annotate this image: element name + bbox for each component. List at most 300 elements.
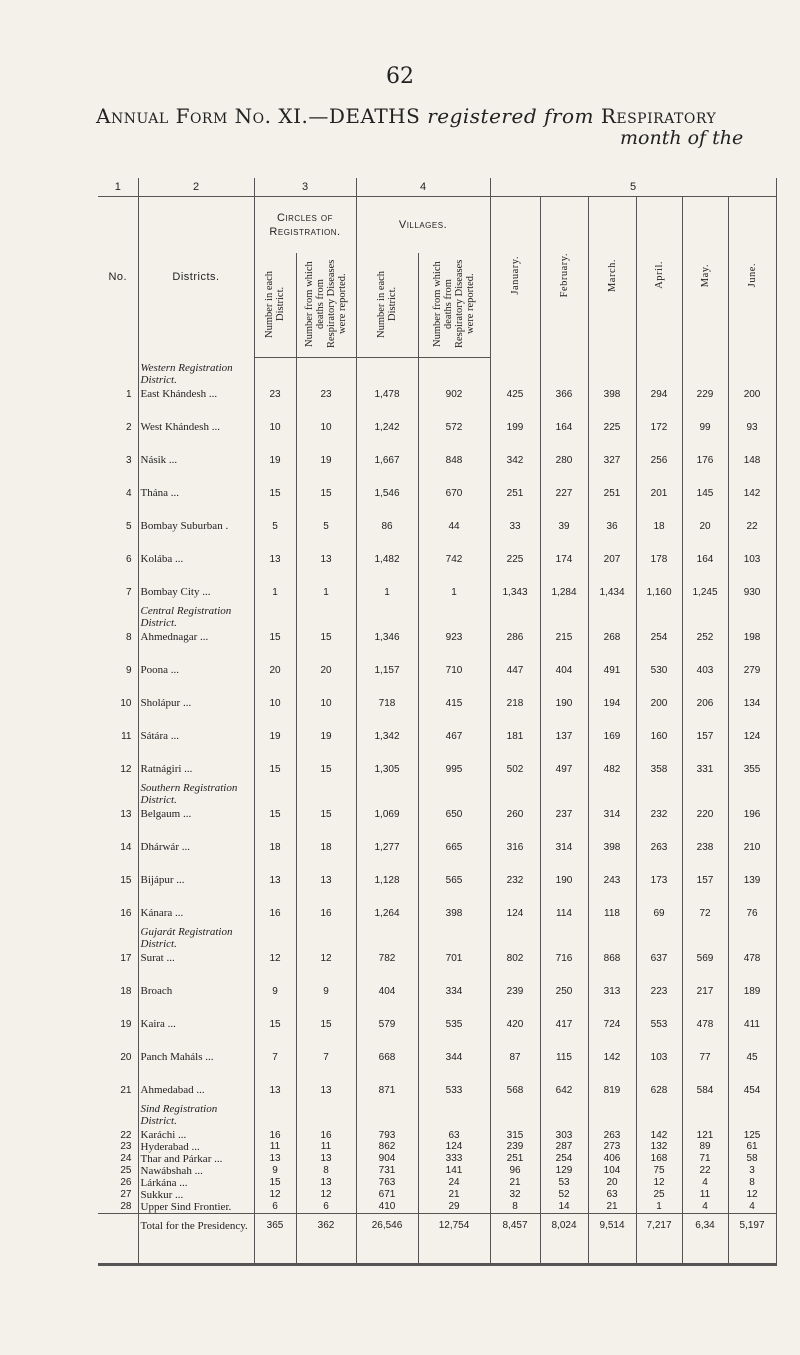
- row-number: 21: [98, 1066, 138, 1099]
- cell-may: 71: [682, 1153, 728, 1165]
- district-name: [138, 745, 254, 778]
- cell-v-num: 1,128: [356, 856, 418, 889]
- table-row: [98, 823, 776, 856]
- cell-v-rep: 923: [418, 601, 490, 646]
- cell-c-rep: 6: [296, 1201, 356, 1214]
- cell-v-rep: 21: [418, 1189, 490, 1201]
- cell-may: 20: [682, 502, 728, 535]
- table-row: [98, 469, 776, 502]
- cell-c-num: 19: [254, 712, 296, 745]
- cell-c-rep: 7: [296, 1033, 356, 1066]
- cell-v-rep: 650: [418, 778, 490, 823]
- cell-v-rep: 565: [418, 856, 490, 889]
- cell-feb: 174: [540, 535, 588, 568]
- cell-mar: 207: [588, 535, 636, 568]
- cell-v-rep: 995: [418, 745, 490, 778]
- district-name: [138, 679, 254, 712]
- cell-feb: 39: [540, 502, 588, 535]
- district-name: [138, 856, 254, 889]
- row-number: 8: [98, 601, 138, 646]
- cell-c-num: 20: [254, 646, 296, 679]
- total-feb: 8,024: [540, 1214, 588, 1265]
- district-label: Ratnágiri ...: [140, 763, 193, 775]
- district-label: Bijápur ...: [140, 874, 185, 886]
- cell-apr: 263: [636, 823, 682, 856]
- table-row: [98, 922, 776, 967]
- cell-c-rep: 15: [296, 1000, 356, 1033]
- title-registered: registered from: [427, 104, 594, 128]
- cell-v-num: 410: [356, 1201, 418, 1214]
- column-number-row: [98, 178, 776, 197]
- cell-jun: 22: [728, 502, 776, 535]
- total-c-rep: 362: [296, 1214, 356, 1265]
- row-number: 26: [98, 1177, 138, 1189]
- district-label: West Khándesh ...: [140, 421, 220, 433]
- cell-v-num: 904: [356, 1153, 418, 1165]
- cell-mar: 314: [588, 778, 636, 823]
- cell-mar: 169: [588, 712, 636, 745]
- cell-v-rep: 24: [418, 1177, 490, 1189]
- district-label: Kolába ...: [140, 553, 184, 565]
- cell-may: 206: [682, 679, 728, 712]
- row-number: 19: [98, 1000, 138, 1033]
- cell-feb: 642: [540, 1066, 588, 1099]
- cell-feb: 303: [540, 1099, 588, 1141]
- cell-c-rep: 15: [296, 778, 356, 823]
- deaths-table: [98, 178, 777, 1266]
- cell-may: 77: [682, 1033, 728, 1066]
- col-number-2: 2: [138, 178, 254, 197]
- cell-feb: 129: [540, 1165, 588, 1177]
- cell-v-num: 1,069: [356, 778, 418, 823]
- district-name: [138, 1189, 254, 1201]
- section-label: Gujarát Registration District.: [140, 926, 233, 950]
- cell-v-num: 1,264: [356, 889, 418, 922]
- cell-v-rep: 63: [418, 1099, 490, 1141]
- district-label: Panch Maháls ...: [140, 1051, 214, 1063]
- table-row: [98, 403, 776, 436]
- cell-mar: 724: [588, 1000, 636, 1033]
- cell-may: 584: [682, 1066, 728, 1099]
- district-label: Lárkána ...: [140, 1177, 188, 1189]
- cell-jun: 134: [728, 679, 776, 712]
- cell-c-num: 9: [254, 1165, 296, 1177]
- cell-may: 1,245: [682, 568, 728, 601]
- total-mar: 9,514: [588, 1214, 636, 1265]
- district-label: Broach: [140, 985, 173, 997]
- cell-v-num: 668: [356, 1033, 418, 1066]
- cell-jun: 200: [728, 358, 776, 404]
- cell-apr: 637: [636, 922, 682, 967]
- cell-feb: 215: [540, 601, 588, 646]
- header-may-label: May.: [699, 263, 711, 287]
- section-label: Western Registration District.: [140, 362, 233, 386]
- row-number: 4: [98, 469, 138, 502]
- row-number: 3: [98, 436, 138, 469]
- district-name: [138, 1033, 254, 1066]
- cell-v-rep: 415: [418, 679, 490, 712]
- row-number: 24: [98, 1153, 138, 1165]
- district-name: [138, 535, 254, 568]
- cell-jun: 93: [728, 403, 776, 436]
- cell-apr: 142: [636, 1099, 682, 1141]
- cell-jan: 32: [490, 1189, 540, 1201]
- cell-jan: 124: [490, 889, 540, 922]
- cell-jun: 210: [728, 823, 776, 856]
- cell-may: 157: [682, 712, 728, 745]
- cell-apr: 69: [636, 889, 682, 922]
- cell-apr: 172: [636, 403, 682, 436]
- cell-feb: 115: [540, 1033, 588, 1066]
- cell-may: 331: [682, 745, 728, 778]
- cell-apr: 628: [636, 1066, 682, 1099]
- section-label: Central Registration District.: [140, 605, 232, 629]
- row-number: 20: [98, 1033, 138, 1066]
- cell-v-num: 1,482: [356, 535, 418, 568]
- cell-mar: 142: [588, 1033, 636, 1066]
- table-row: [98, 712, 776, 745]
- cell-c-num: 15: [254, 469, 296, 502]
- district-label: Dhárwár ...: [140, 841, 190, 853]
- cell-v-num: 1,667: [356, 436, 418, 469]
- cell-apr: 201: [636, 469, 682, 502]
- cell-may: 164: [682, 535, 728, 568]
- table-row: [98, 1000, 776, 1033]
- cell-apr: 132: [636, 1141, 682, 1153]
- header-april: [636, 197, 682, 358]
- district-label: Sukkur ...: [140, 1189, 184, 1201]
- cell-mar: 327: [588, 436, 636, 469]
- cell-c-rep: 19: [296, 436, 356, 469]
- header-districts: Districts.: [138, 197, 254, 358]
- cell-jan: 342: [490, 436, 540, 469]
- row-number: 10: [98, 679, 138, 712]
- header-villages-reported-label: Number from which deaths from Respiratory Diseases were reported.: [432, 259, 476, 348]
- cell-mar: 819: [588, 1066, 636, 1099]
- header-villages: Villages.: [356, 197, 490, 254]
- table-row: [98, 679, 776, 712]
- col-number-3: 3: [254, 178, 356, 197]
- cell-jan: 87: [490, 1033, 540, 1066]
- cell-c-rep: 20: [296, 646, 356, 679]
- table-row: [98, 502, 776, 535]
- cell-mar: 263: [588, 1099, 636, 1141]
- district-name: [138, 889, 254, 922]
- header-villages-reported: [418, 253, 490, 358]
- cell-v-rep: 533: [418, 1066, 490, 1099]
- cell-apr: 256: [636, 436, 682, 469]
- cell-jun: 142: [728, 469, 776, 502]
- cell-mar: 243: [588, 856, 636, 889]
- cell-v-rep: 701: [418, 922, 490, 967]
- cell-may: 72: [682, 889, 728, 922]
- table-row: [98, 745, 776, 778]
- cell-c-num: 7: [254, 1033, 296, 1066]
- row-number: 18: [98, 967, 138, 1000]
- cell-apr: 223: [636, 967, 682, 1000]
- deaths-table-container: [98, 178, 776, 1266]
- cell-jan: 425: [490, 358, 540, 404]
- district-name: [138, 469, 254, 502]
- cell-jan: 239: [490, 1141, 540, 1153]
- cell-v-rep: 398: [418, 889, 490, 922]
- cell-v-num: 763: [356, 1177, 418, 1189]
- cell-jun: 139: [728, 856, 776, 889]
- table-row: [98, 1177, 776, 1189]
- total-v-rep: 12,754: [418, 1214, 490, 1265]
- cell-apr: 12: [636, 1177, 682, 1189]
- cell-apr: 25: [636, 1189, 682, 1201]
- cell-apr: 160: [636, 712, 682, 745]
- cell-v-num: 1,342: [356, 712, 418, 745]
- cell-jun: 930: [728, 568, 776, 601]
- cell-may: 403: [682, 646, 728, 679]
- district-label: Sátára ...: [140, 730, 179, 742]
- header-june: [728, 197, 776, 358]
- cell-c-rep: 13: [296, 1066, 356, 1099]
- cell-jun: 124: [728, 712, 776, 745]
- district-label: Belgaum ...: [140, 808, 192, 820]
- header-march-label: March.: [606, 258, 618, 292]
- row-number: 17: [98, 922, 138, 967]
- cell-jun: 478: [728, 922, 776, 967]
- cell-c-num: 12: [254, 1189, 296, 1201]
- cell-v-num: 1,546: [356, 469, 418, 502]
- cell-may: 89: [682, 1141, 728, 1153]
- cell-may: 229: [682, 358, 728, 404]
- cell-jan: 181: [490, 712, 540, 745]
- page-subtitle: month of the: [620, 127, 744, 149]
- cell-c-rep: 19: [296, 712, 356, 745]
- cell-v-num: 579: [356, 1000, 418, 1033]
- table-row: [98, 1153, 776, 1165]
- cell-v-num: 862: [356, 1141, 418, 1153]
- cell-jan: 8: [490, 1201, 540, 1214]
- col-number-4: 4: [356, 178, 490, 197]
- cell-mar: 36: [588, 502, 636, 535]
- cell-feb: 14: [540, 1201, 588, 1214]
- district-name: [138, 778, 254, 823]
- cell-c-rep: 13: [296, 1177, 356, 1189]
- cell-v-rep: 333: [418, 1153, 490, 1165]
- cell-may: 4: [682, 1201, 728, 1214]
- district-name: [138, 967, 254, 1000]
- table-row: [98, 1141, 776, 1153]
- cell-v-rep: 344: [418, 1033, 490, 1066]
- cell-c-rep: 9: [296, 967, 356, 1000]
- cell-jun: 279: [728, 646, 776, 679]
- cell-v-rep: 710: [418, 646, 490, 679]
- title-deaths: DEATHS: [328, 104, 421, 128]
- header-may: [682, 197, 728, 358]
- cell-may: 11: [682, 1189, 728, 1201]
- header-january: [490, 197, 540, 358]
- district-name: [138, 1000, 254, 1033]
- table-row: [98, 1099, 776, 1141]
- cell-feb: 52: [540, 1189, 588, 1201]
- cell-feb: 137: [540, 712, 588, 745]
- cell-may: 22: [682, 1165, 728, 1177]
- cell-v-rep: 141: [418, 1165, 490, 1177]
- table-row: [98, 1165, 776, 1177]
- cell-v-num: 1: [356, 568, 418, 601]
- cell-feb: 287: [540, 1141, 588, 1153]
- cell-apr: 553: [636, 1000, 682, 1033]
- cell-mar: 482: [588, 745, 636, 778]
- cell-v-num: 1,478: [356, 358, 418, 404]
- section-label: Sind Registration District.: [140, 1103, 218, 1127]
- cell-jun: 189: [728, 967, 776, 1000]
- cell-c-rep: 10: [296, 403, 356, 436]
- cell-jan: 251: [490, 1153, 540, 1165]
- cell-c-rep: 1: [296, 568, 356, 601]
- table-row: [98, 1033, 776, 1066]
- total-row: [98, 1214, 776, 1265]
- total-apr: 7,217: [636, 1214, 682, 1265]
- header-circles: Circles of Registration.: [254, 197, 356, 254]
- cell-v-num: 782: [356, 922, 418, 967]
- cell-jun: 125: [728, 1099, 776, 1141]
- cell-v-num: 1,346: [356, 601, 418, 646]
- cell-mar: 268: [588, 601, 636, 646]
- cell-mar: 225: [588, 403, 636, 436]
- total-spacer: [98, 1214, 138, 1265]
- cell-c-rep: 10: [296, 679, 356, 712]
- cell-c-num: 15: [254, 601, 296, 646]
- cell-jun: 196: [728, 778, 776, 823]
- table-row: [98, 1189, 776, 1201]
- cell-feb: 237: [540, 778, 588, 823]
- cell-jan: 316: [490, 823, 540, 856]
- cell-feb: 314: [540, 823, 588, 856]
- row-number: 5: [98, 502, 138, 535]
- col-number-1: 1: [98, 178, 138, 197]
- cell-v-num: 731: [356, 1165, 418, 1177]
- section-label: Southern Registration District.: [140, 782, 238, 806]
- district-name: [138, 601, 254, 646]
- cell-apr: 232: [636, 778, 682, 823]
- row-number: 16: [98, 889, 138, 922]
- title-form: Annual Form No. XI.: [96, 104, 309, 128]
- table-row: [98, 568, 776, 601]
- table-row: [98, 436, 776, 469]
- cell-v-rep: 535: [418, 1000, 490, 1033]
- cell-mar: 118: [588, 889, 636, 922]
- cell-jun: 3: [728, 1165, 776, 1177]
- district-label: Thána ...: [140, 487, 179, 499]
- total-jan: 8,457: [490, 1214, 540, 1265]
- district-name: [138, 502, 254, 535]
- district-label: Ahmednagar ...: [140, 631, 209, 643]
- page-number: 62: [386, 64, 414, 89]
- row-number: 12: [98, 745, 138, 778]
- district-label: East Khándesh ...: [140, 388, 218, 400]
- cell-v-rep: 848: [418, 436, 490, 469]
- cell-c-num: 13: [254, 535, 296, 568]
- cell-v-rep: 44: [418, 502, 490, 535]
- cell-c-rep: 5: [296, 502, 356, 535]
- cell-v-rep: 334: [418, 967, 490, 1000]
- cell-jan: 502: [490, 745, 540, 778]
- district-name: [138, 1141, 254, 1153]
- row-number: 27: [98, 1189, 138, 1201]
- cell-mar: 406: [588, 1153, 636, 1165]
- cell-apr: 200: [636, 679, 682, 712]
- cell-may: 252: [682, 601, 728, 646]
- cell-v-num: 793: [356, 1099, 418, 1141]
- cell-mar: 491: [588, 646, 636, 679]
- row-number: 11: [98, 712, 138, 745]
- cell-may: 238: [682, 823, 728, 856]
- row-number: 22: [98, 1099, 138, 1141]
- district-label: Upper Sind Frontier.: [140, 1201, 232, 1213]
- table-row: [98, 535, 776, 568]
- cell-c-rep: 8: [296, 1165, 356, 1177]
- table-row: [98, 646, 776, 679]
- row-number: 23: [98, 1141, 138, 1153]
- district-name: [138, 1165, 254, 1177]
- cell-v-num: 86: [356, 502, 418, 535]
- cell-c-rep: 23: [296, 358, 356, 404]
- cell-feb: 404: [540, 646, 588, 679]
- cell-jan: 315: [490, 1099, 540, 1141]
- title-respiratory: Respiratory: [600, 104, 717, 128]
- district-name: [138, 1066, 254, 1099]
- cell-jan: 420: [490, 1000, 540, 1033]
- district-label: Poona ...: [140, 664, 179, 676]
- header-january-label: January.: [509, 255, 521, 295]
- cell-c-num: 10: [254, 403, 296, 436]
- cell-jun: 58: [728, 1153, 776, 1165]
- cell-feb: 164: [540, 403, 588, 436]
- header-february: [540, 197, 588, 358]
- cell-jan: 239: [490, 967, 540, 1000]
- cell-mar: 251: [588, 469, 636, 502]
- cell-jun: 454: [728, 1066, 776, 1099]
- cell-c-num: 13: [254, 1153, 296, 1165]
- total-c-num: 365: [254, 1214, 296, 1265]
- cell-feb: 280: [540, 436, 588, 469]
- cell-jun: 4: [728, 1201, 776, 1214]
- cell-feb: 190: [540, 679, 588, 712]
- cell-jan: 260: [490, 778, 540, 823]
- cell-apr: 1: [636, 1201, 682, 1214]
- cell-c-num: 15: [254, 745, 296, 778]
- cell-v-rep: 467: [418, 712, 490, 745]
- cell-mar: 398: [588, 358, 636, 404]
- cell-apr: 75: [636, 1165, 682, 1177]
- cell-c-num: 15: [254, 1177, 296, 1189]
- cell-jun: 411: [728, 1000, 776, 1033]
- cell-jan: 33: [490, 502, 540, 535]
- cell-mar: 194: [588, 679, 636, 712]
- cell-c-num: 15: [254, 1000, 296, 1033]
- page-title: [96, 104, 716, 128]
- district-label: Nawábshah ...: [140, 1165, 203, 1177]
- cell-c-num: 10: [254, 679, 296, 712]
- district-label: Násik ...: [140, 454, 178, 466]
- cell-jan: 286: [490, 601, 540, 646]
- cell-c-num: 9: [254, 967, 296, 1000]
- cell-c-num: 16: [254, 889, 296, 922]
- row-number: 28: [98, 1201, 138, 1214]
- table-row: [98, 1201, 776, 1214]
- cell-c-num: 15: [254, 778, 296, 823]
- cell-apr: 530: [636, 646, 682, 679]
- table-row: [98, 856, 776, 889]
- cell-apr: 358: [636, 745, 682, 778]
- cell-c-rep: 16: [296, 889, 356, 922]
